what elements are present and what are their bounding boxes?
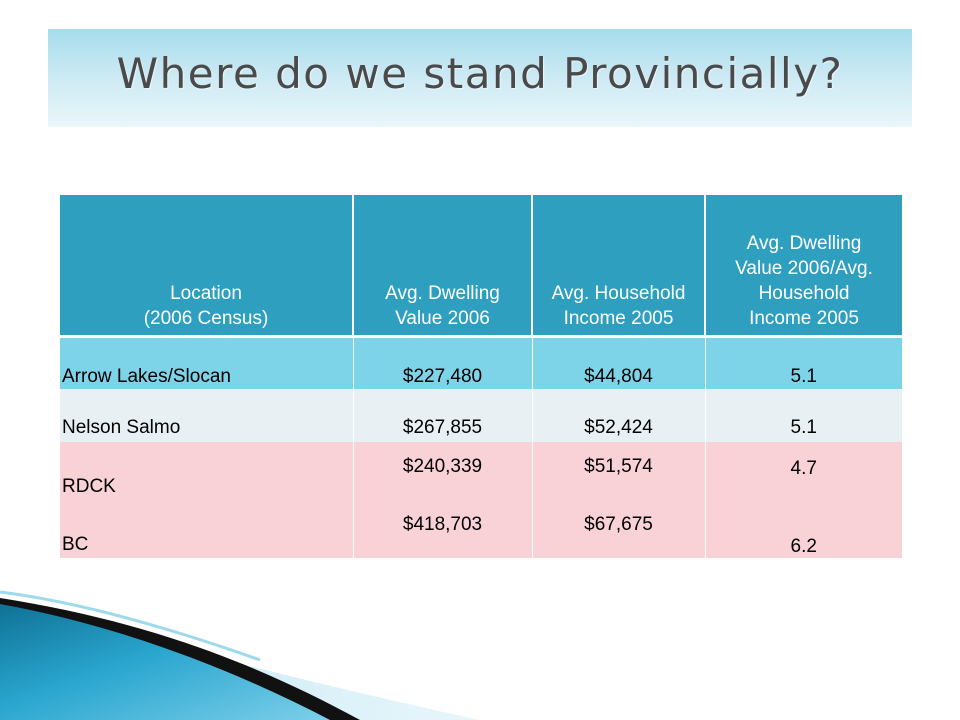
header-dwelling-value: [353, 195, 532, 337]
cell-dwelling-value: $418,703: [353, 500, 532, 558]
cell-ratio: 6.2: [705, 500, 902, 558]
header-income-line2: Income 2005: [563, 308, 674, 329]
header-ratio-line2: Value 2006/Avg.: [735, 258, 873, 279]
header-location-line2: (2006 Census): [143, 308, 269, 329]
housing-comparison-table: [60, 195, 902, 558]
header-ratio-line4: Income 2005: [749, 308, 859, 329]
cell-location: BC: [60, 500, 353, 558]
title-banner: [48, 29, 912, 127]
cell-ratio: 5.1: [705, 389, 902, 442]
header-dwelling-line2: Value 2006: [395, 308, 490, 329]
table-row: [60, 500, 902, 558]
header-household-income: [532, 195, 705, 337]
header-ratio-line3: Household: [758, 283, 850, 304]
cell-dwelling-value: $267,855: [353, 389, 532, 442]
swoosh-blue-band: [0, 600, 340, 720]
header-ratio: [705, 195, 902, 337]
cell-household-income: $44,804: [532, 337, 705, 390]
cell-household-income: $52,424: [532, 389, 705, 442]
table-header-row: [60, 195, 902, 337]
cell-household-income: $51,574: [532, 442, 705, 500]
header-income-line1: Avg. Household: [551, 283, 686, 304]
header-dwelling-line1: Avg. Dwelling: [385, 283, 500, 304]
cell-dwelling-value: $227,480: [353, 337, 532, 390]
cell-dwelling-value: $240,339: [353, 442, 532, 500]
cell-household-income: $67,675: [532, 500, 705, 558]
cell-ratio: 5.1: [705, 337, 902, 390]
table-row: [60, 442, 902, 500]
decorative-swoosh: [0, 590, 480, 720]
cell-location: Nelson Salmo: [60, 389, 353, 442]
cell-ratio: 4.7: [705, 442, 902, 500]
table-row: [60, 389, 902, 442]
table-row: [60, 337, 902, 390]
header-location-line1: Location: [170, 283, 242, 304]
header-location: [60, 195, 353, 337]
slide-title: Where do we stand Provincially?: [116, 48, 844, 98]
header-ratio-line1: Avg. Dwelling: [746, 233, 862, 254]
cell-location: Arrow Lakes/Slocan: [60, 337, 353, 390]
cell-location: RDCK: [60, 442, 353, 500]
